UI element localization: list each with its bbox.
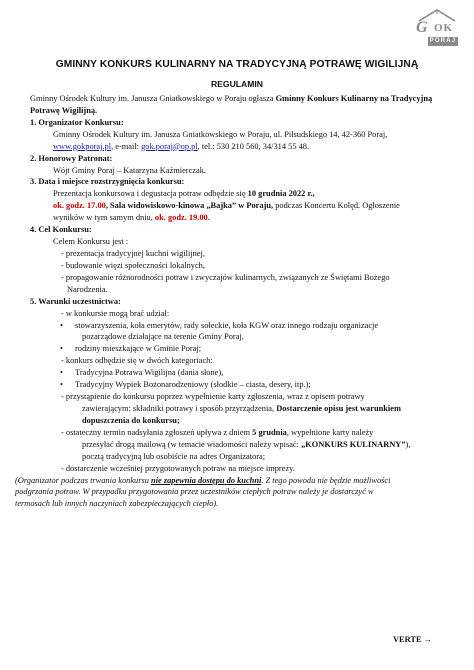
- document-title: GMINNY KONKURS KULINARNY NA TRADYCYJNĄ POTRAWĘ WIGILIJNĄ: [55, 59, 419, 70]
- condition-item: - dostarczenie wcześniej przygotowanych potraw na miejsce imprezy.: [61, 463, 295, 473]
- bullet-icon: •: [60, 320, 63, 330]
- website-link[interactable]: www.gokporaj.pl: [53, 141, 112, 151]
- section-5-heading: 5. Warunki uczestnictwa:: [30, 296, 121, 306]
- note-emphasis: nie zapewnia dostępu do kuchni: [151, 475, 262, 485]
- note-text: termosach lub innych naczyniach zabezpieczających ciepło).: [15, 499, 219, 509]
- section-4-heading: 4. Cel Konkursu:: [30, 225, 92, 235]
- bullet-icon: •: [60, 344, 63, 354]
- email-subject-end: ),: [405, 439, 411, 449]
- logo-poraj-band: PORAJ: [429, 38, 457, 44]
- condition-item: - przystąpienie do konkursu poprzez wypełnienie karty zgłoszenia, wraz z opisem potrawy: [61, 392, 365, 402]
- results-text: wyników w tym samym dniu,: [53, 213, 155, 223]
- note-text: . Z tego powodu nie będzie możliwości: [261, 475, 391, 485]
- bullet-icon: •: [60, 368, 63, 378]
- goal-item: - budowanie więzi społeczności lokalnych,: [61, 260, 205, 270]
- section-1-heading: 1. Organizator Konkursu:: [30, 117, 124, 127]
- condition-item-cont: dopuszczenia do konkursu;: [82, 415, 180, 425]
- bullet-item: [30, 343, 450, 355]
- document-subtitle: REGULAMIN: [210, 79, 264, 89]
- goal-item: - prezentacja tradycyjnej kuchni wigilijnej,: [61, 248, 205, 258]
- date-line-1: [30, 188, 450, 200]
- bullet-item: [30, 367, 450, 379]
- email-label: , e-mail:: [111, 141, 142, 151]
- note-text: (Organizator podczas trwania konkursu: [15, 475, 152, 485]
- time-red: ok. godz. 17.00: [53, 201, 106, 211]
- goal-item-cont: Narodzenia.: [67, 284, 108, 294]
- patron-text: Wójt Gminy Poraj – Katarzyna Kaźmierczak.: [53, 165, 207, 175]
- bullet-text-cont: pozarządowe działające na terenie Gminy Poraj,: [82, 332, 244, 342]
- email-link[interactable]: gok.poraj@op.pl: [141, 141, 198, 151]
- deadline-text-2: , wypełnione karty należy: [286, 427, 374, 437]
- intro-bold-text: Gminny Konkurs Kulinarny na Tradycyjną Potrawę Wigilijną.: [30, 94, 433, 115]
- date-line-3: [30, 212, 450, 224]
- date-line-2: [30, 200, 450, 212]
- section-2-heading: 2. Honorowy Patronat:: [30, 153, 113, 163]
- deadline-bold: 5 grudnia: [252, 427, 287, 437]
- deadline-text: - ostateczny termin nadsyłania zgłoszeń upływa z dniem: [61, 427, 253, 437]
- date-bold: 10 grudnia 2022 r.,: [247, 189, 315, 199]
- condition-bold: Dostarczenie opisu jest warunkiem: [276, 403, 401, 413]
- logo-letter-g: G: [416, 19, 428, 36]
- condition-item: - w konkursie mogą brać udział:: [61, 308, 170, 318]
- condition-item-cont: [30, 403, 450, 415]
- date-text: Prezentacja konkursowa i degustacja potraw odbędzie się: [53, 189, 248, 199]
- organizer-note: [15, 475, 445, 511]
- note-text: podgrzania potraw. W przypadku przygotowania przez uczestników ciepłych potraw należy je dostarczyć w: [15, 487, 374, 497]
- condition-item-cont: pocztą tradycyjną lub osobiście na adres Organizatora;: [82, 451, 266, 461]
- gok-logo: [414, 8, 460, 48]
- bullet-text: rodziny mieszkające w Gminie Poraj;: [75, 344, 202, 354]
- email-subject-bold: „KONKURS KULINARNY”: [301, 439, 406, 449]
- bullet-text: stowarzyszenia, koła emerytów, rady sołeckie, koła KGW oraz innego rodzaju organizacje: [75, 320, 379, 330]
- goal-item: - propagowanie różnorodności potraw i zwyczajów kulinarnych, związanych ze Świętami Bożego: [61, 272, 390, 282]
- condition-item: [30, 427, 450, 439]
- intro-paragraph: [30, 93, 450, 117]
- condition-item: - konkurs odbędzie się w dwóch kategoriach:: [61, 356, 213, 366]
- email-subject-text: przesyłać drogą mailową (w temacie wiadomości należy wpisać:: [82, 439, 302, 449]
- verte-label: VERTE →: [392, 635, 432, 644]
- bullet-text: Tradycyjna Potrawa Wigilijna (dania słone),: [75, 368, 224, 378]
- organizer-contact: [30, 141, 450, 153]
- goal-intro: Celem Konkursu jest :: [53, 237, 129, 247]
- results-time-red: ok. godz. 19.00.: [154, 213, 210, 223]
- bullet-icon: •: [60, 380, 63, 390]
- bullet-item: [30, 379, 450, 391]
- bullet-item: [30, 320, 450, 332]
- organizer-address: Gminny Ośrodek Kultury im. Janusza Gniatkowskiego w Poraju, ul. Piłsudskiego 14, 42-360 Poraj,: [53, 129, 388, 139]
- venue-bold: , Sala widowiskowo-kinowa „Bajka” w Poraju,: [105, 201, 274, 211]
- document-body: [15, 93, 450, 510]
- condition-text: zawierającym: składniki potrawy i sposób przyrządzenia,: [82, 403, 277, 413]
- logo-letters-ok: OK: [434, 22, 454, 34]
- condition-item-cont: [30, 439, 450, 451]
- venue-text: podczas Koncertu Kolęd. Ogłoszenie: [273, 201, 400, 211]
- intro-text: Gminny Ośrodek Kultury im. Janusza Gniatkowskiego w Poraju ogłasza: [30, 94, 276, 103]
- section-3-heading: 3. Data i miejsce rozstrzygnięcia konkursu:: [30, 177, 185, 187]
- phone-text: , tel.: 530 210 560, 34/314 55 48.: [197, 141, 310, 151]
- bullet-text: Tradycyjny Wypiek Bożonarodzeniowy (słodkie – ciasta, desery, itp.);: [75, 380, 311, 390]
